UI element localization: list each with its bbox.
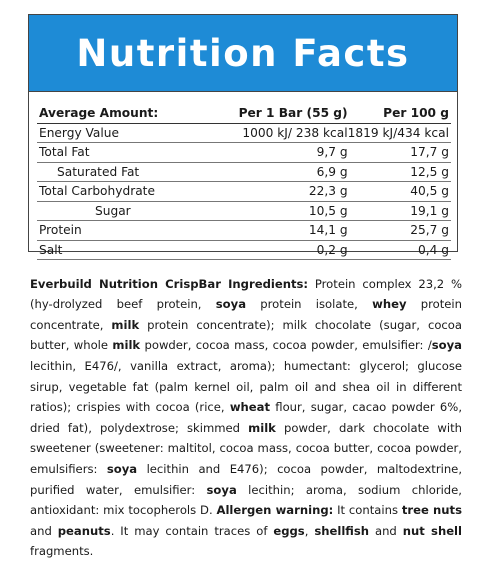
value-per-100g: 17,7 g xyxy=(348,143,451,163)
table-row xyxy=(37,143,451,163)
ingredient-emphasis: shellfish xyxy=(314,523,370,538)
value-per-100g: 1819 kJ/434 kcal xyxy=(348,123,451,143)
ingredient-emphasis: soya xyxy=(106,461,138,476)
ingredient-emphasis: milk xyxy=(248,420,276,435)
ingredient-emphasis: milk xyxy=(112,338,141,353)
table-row xyxy=(37,201,451,221)
ingredient-emphasis: whey xyxy=(372,297,407,312)
ingredient-emphasis: milk xyxy=(111,317,140,332)
value-per-100g: 19,1 g xyxy=(348,201,451,221)
ingredient-text: lecithin and E476); cocoa powder, maltodextrine, purified water, emulsifier: xyxy=(30,461,463,497)
table-row xyxy=(37,123,451,143)
value-per-100g: 12,5 g xyxy=(348,162,451,182)
ingredient-text: and xyxy=(369,523,403,538)
value-per-bar: 10,5 g xyxy=(212,201,347,221)
value-per-bar: 22,3 g xyxy=(212,182,347,202)
nutrition-table xyxy=(37,104,451,260)
table-row xyxy=(37,240,451,260)
ingredient-emphasis: wheat xyxy=(229,400,271,415)
ingredient-emphasis: Allergen warning: xyxy=(216,503,334,518)
ingredient-text: , xyxy=(304,523,315,538)
nutrition-facts-banner xyxy=(28,14,458,92)
nutrition-table-body xyxy=(37,123,451,260)
ingredient-text: powder, cocoa mass, cocoa powder, emulsifier: / xyxy=(140,338,432,353)
table-row xyxy=(37,182,451,202)
value-per-bar: 0,2 g xyxy=(212,240,347,260)
ingredient-text: powder, dark chocolate with sweetener (sweetener: maltitol, cocoa mass, cocoa butter, cocoa powder, emulsifiers: xyxy=(30,420,462,476)
header-per-bar: Per 1 Bar (55 g) xyxy=(212,104,347,123)
value-per-bar: 14,1 g xyxy=(212,221,347,241)
value-per-bar: 6,9 g xyxy=(212,162,347,182)
nutrient-label: Total Fat xyxy=(37,143,212,163)
nutrient-label: Energy Value xyxy=(37,123,212,143)
nutrient-label: Total Carbohydrate xyxy=(37,182,212,202)
ingredient-text: and xyxy=(30,523,58,538)
table-header-row xyxy=(37,104,451,123)
ingredient-emphasis: Everbuild Nutrition CrispBar Ingredients: xyxy=(30,276,309,291)
nutrient-label: Saturated Fat xyxy=(37,162,212,182)
ingredient-emphasis: peanuts xyxy=(57,523,111,538)
nutrition-facts-panel xyxy=(28,14,458,257)
nutrient-label: Sugar xyxy=(37,201,212,221)
header-per-100g: Per 100 g xyxy=(348,104,451,123)
ingredient-text: fragments. xyxy=(30,544,94,559)
value-per-bar: 9,7 g xyxy=(212,143,347,163)
header-label: Average Amount: xyxy=(37,104,212,123)
ingredient-text: lecithin; aroma, sodium chloride, antioxidant: mix tocopherols D. xyxy=(30,482,462,518)
ingredient-emphasis: soya xyxy=(206,482,237,497)
ingredient-emphasis: soya xyxy=(215,297,247,312)
banner-title: Nutrition Facts xyxy=(76,31,410,75)
value-per-100g: 25,7 g xyxy=(348,221,451,241)
ingredient-text: flour, sugar, cacao powder 6%, dried fat), polydextrose; skimmed xyxy=(30,400,463,435)
value-per-100g: 0,4 g xyxy=(348,240,451,260)
ingredient-emphasis: tree nuts xyxy=(401,503,462,518)
nutrient-label: Salt xyxy=(37,240,212,260)
ingredient-text: . It may contain traces of xyxy=(110,523,274,538)
ingredient-text: protein concentrate, xyxy=(30,297,463,332)
nutrient-label: Protein xyxy=(37,221,212,241)
table-row xyxy=(37,162,451,182)
ingredient-text: It contains xyxy=(333,503,402,518)
ingredients-text xyxy=(30,274,462,562)
ingredient-text: Protein complex 23,2 % (hy-drolyzed beef protein, xyxy=(30,276,462,312)
ingredient-emphasis: eggs xyxy=(273,523,305,538)
value-per-100g: 40,5 g xyxy=(348,182,451,202)
ingredient-text: lecithin, E476/, vanilla extract, aroma); humectant: glycerol; glucose sirup, vegetable fat (palm kernel oil, palm oil and shea oil in different ratios); crispies with cocoa (rice, xyxy=(30,358,462,415)
ingredient-emphasis: soya xyxy=(431,338,462,353)
value-per-bar: 1000 kJ/ 238 kcal xyxy=(212,123,347,143)
ingredient-emphasis: nut shell xyxy=(402,523,463,538)
ingredient-text: protein concentrate); milk chocolate (sugar, cocoa butter, whole xyxy=(30,317,462,353)
table-row xyxy=(37,221,451,241)
ingredient-text: protein isolate, xyxy=(246,297,373,312)
